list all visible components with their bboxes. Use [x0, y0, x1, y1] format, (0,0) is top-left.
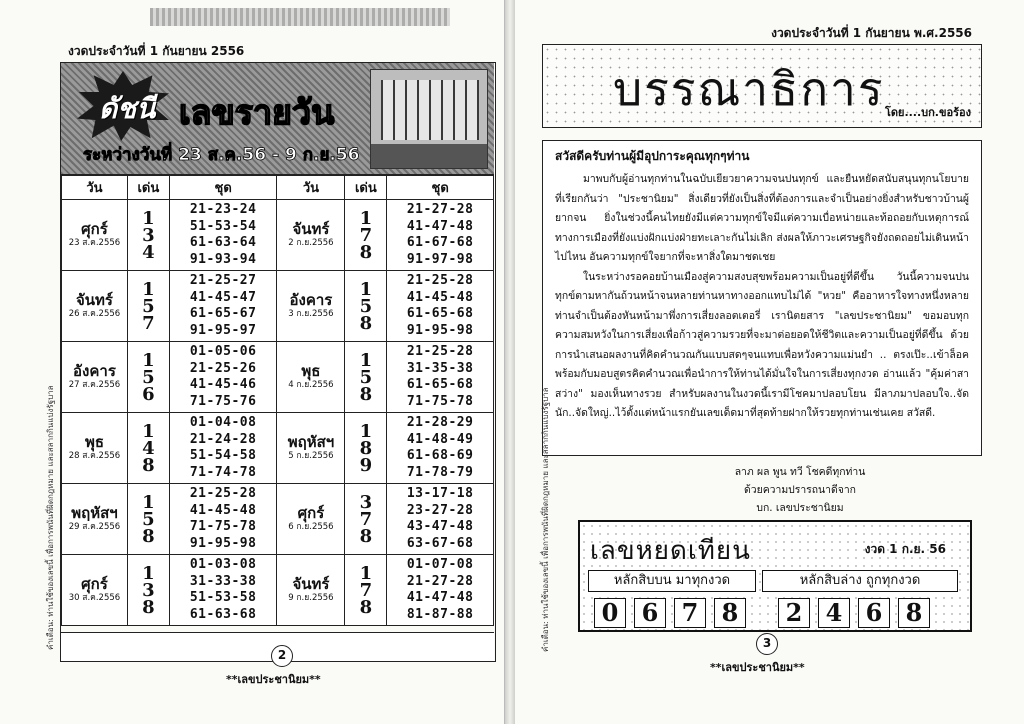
number-sets-text: 21-25-28 41-45-48 61-65-68 91-95-98	[406, 273, 474, 338]
day-date: 28 ส.ค.2556	[68, 451, 121, 461]
number-sets	[169, 555, 277, 626]
lead-digits	[345, 271, 387, 342]
number-sets	[169, 271, 277, 342]
page-number: 2	[271, 645, 293, 667]
digit-cell: 7	[674, 598, 706, 628]
day-name: จันทร์	[75, 291, 113, 309]
day-cell	[277, 342, 345, 413]
table-row	[62, 484, 494, 555]
lead-digits-text: 1 3 8	[142, 562, 155, 618]
day-date: 23 ส.ค.2556	[68, 238, 121, 248]
number-sets-text: 01-07-08 21-27-28 41-47-48 81-87-88	[406, 557, 474, 622]
top-header-strip	[150, 8, 450, 26]
col-header-day: วัน	[277, 176, 345, 200]
day-date: 27 ส.ค.2556	[68, 380, 121, 390]
digit-cell: 2	[778, 598, 810, 628]
lead-digits	[345, 413, 387, 484]
left-issue-date: งวดประจำวันที่ 1 กันยายน 2556	[68, 44, 245, 58]
lead-digits	[345, 200, 387, 271]
number-sets-text: 21-27-28 41-47-48 61-67-68 91-97-98	[406, 202, 474, 267]
page-footer: **เลขประชานิยม**	[710, 661, 805, 674]
lead-digits	[345, 342, 387, 413]
upper-tens-label: หลักสิบบน มาทุกงวด	[588, 570, 756, 592]
number-sets-text: 01-05-06 21-25-26 41-45-46 71-75-76	[189, 344, 257, 409]
table-row	[62, 413, 494, 484]
day-date: 9 ก.ย.2556	[288, 593, 334, 603]
day-cell	[277, 271, 345, 342]
number-sets	[387, 484, 494, 555]
number-sets	[169, 484, 277, 555]
lead-digits-text: 1 8 9	[359, 420, 373, 476]
day-cell	[62, 271, 128, 342]
lead-digits-text: 1 4 8	[142, 420, 155, 476]
banner-brand: ดัชนี	[99, 92, 156, 125]
day-cell	[62, 484, 128, 555]
number-sets-text: 21-25-27 41-45-47 61-65-67 91-95-97	[189, 273, 257, 338]
lead-digits-text: 1 5 6	[142, 349, 155, 405]
lead-digits-text: 1 3 4	[142, 207, 155, 263]
day-cell	[277, 413, 345, 484]
col-header-set: ชุด	[169, 176, 277, 200]
lead-digits	[127, 484, 169, 555]
letter-signature: บก. เลขประชานิยม	[756, 502, 844, 514]
editorial-letter	[542, 140, 982, 456]
day-date: 2 ก.ย.2556	[288, 238, 334, 248]
side-warning-note: คำเตือน: ท่านใช้ของเลขนี้ เพื่อการพนันที่ผิดกฎหมาย และสลากกินแบ่งรัฐบาล	[541, 387, 550, 652]
lead-digits-text: 3 7 8	[359, 491, 373, 547]
lead-digits	[345, 484, 387, 555]
day-name: พุธ	[301, 362, 321, 380]
day-name: พฤหัสฯ	[71, 504, 118, 522]
day-date: 26 ส.ค.2556	[68, 309, 121, 319]
lead-digits-text: 1 5 8	[142, 491, 155, 547]
day-date: 3 ก.ย.2556	[288, 309, 334, 319]
lead-digits-text: 1 7 8	[359, 562, 373, 618]
page-footer: **เลขประชานิยม**	[226, 673, 321, 686]
number-sets	[387, 200, 494, 271]
digit-cell: 8	[714, 598, 746, 628]
day-name: พุธ	[84, 433, 104, 451]
number-sets-text: 13-17-18 23-27-28 43-47-48 63-67-68	[406, 486, 474, 551]
lead-digits	[127, 271, 169, 342]
digit-cell: 8	[898, 598, 930, 628]
daily-numbers-table	[61, 175, 494, 626]
side-warning-note: คำเตือน: ท่านใช้ของเลขนี้ เพื่อการพนันที่ผิดกฎหมาย และสลากกินแบ่งรัฐบาล	[46, 385, 55, 650]
lead-digits-text: 1 5 7	[142, 278, 155, 334]
lead-digits	[127, 555, 169, 626]
day-cell	[277, 555, 345, 626]
day-name: จันทร์	[292, 220, 330, 238]
table-header-row	[62, 176, 494, 200]
page-number: 3	[756, 633, 778, 655]
lead-digits	[127, 413, 169, 484]
table-row	[62, 342, 494, 413]
day-cell	[277, 200, 345, 271]
right-issue-date: งวดประจำวันที่ 1 กันยายน พ.ศ.2556	[771, 26, 972, 40]
day-cell	[62, 555, 128, 626]
editorial-byline: โดย....บก.ขอร้อง	[884, 106, 971, 119]
number-sets-text: 21-25-28 41-45-48 71-75-78 91-95-98	[189, 486, 257, 551]
number-box-title: เลขหยดเทียน	[590, 536, 751, 566]
day-name: จันทร์	[292, 575, 330, 593]
lottery-board-picture	[370, 69, 488, 169]
number-sets	[387, 413, 494, 484]
letter-signoff: ลาภ ผล พูน ทวี โชคดีทุกท่าน	[734, 466, 866, 478]
banner-title: เลขรายวัน	[179, 93, 335, 133]
table-row	[62, 271, 494, 342]
col-header-lead: เด่น	[127, 176, 169, 200]
lead-digits-text: 1 5 8	[359, 278, 373, 334]
day-date: 4 ก.ย.2556	[288, 380, 334, 390]
number-sets	[387, 271, 494, 342]
editorial-title-box	[542, 44, 982, 128]
number-sets-text: 21-28-29 41-48-49 61-68-69 71-78-79	[406, 415, 474, 480]
day-name: ศุกร์	[297, 504, 325, 522]
day-date: 29 ส.ค.2556	[68, 522, 121, 532]
letter-greeting: สวัสดีครับท่านผู้มีอุปการะคุณทุกๆท่าน	[555, 149, 750, 163]
day-name: ศุกร์	[81, 575, 108, 593]
number-sets	[387, 342, 494, 413]
lead-digits	[345, 555, 387, 626]
left-page	[0, 0, 505, 724]
digit-cell: 6	[858, 598, 890, 628]
right-page	[515, 0, 1024, 724]
digit-cell: 4	[818, 598, 850, 628]
book-gutter	[505, 0, 515, 724]
letter-signoff: ด้วยความปรารถนาดีจาก	[744, 484, 856, 496]
day-cell	[62, 200, 128, 271]
digit-cell: 0	[594, 598, 626, 628]
day-name: อังคาร	[73, 362, 116, 380]
candle-drop-number-box	[578, 520, 972, 632]
number-sets	[169, 200, 277, 271]
day-cell	[62, 342, 128, 413]
upper-tens-digits	[594, 598, 746, 628]
lead-digits	[127, 342, 169, 413]
day-date: 30 ส.ค.2556	[68, 593, 121, 603]
col-header-day: วัน	[62, 176, 128, 200]
lower-tens-digits	[778, 598, 930, 628]
number-sets	[169, 413, 277, 484]
letter-paragraph: ในระหว่างรอคอยบ้านเมืองสู่ความสงบสุขพร้อมความเป็นอยู่ที่ดีขึ้น วันนี้ความจนปนทุกข์ตามหากันถ้วนหน้าจนหลายท่านหาทางออกแทบไม่ได้ "หวย" คืออาหารใจทางหนึ่งหลายท่านจำเป็นต้องหันหน้ามาพึ่งการเสี่ยงลอตเตอรี่ เรานิตยสาร "เลขประชานิยม" ขอมอบทุกความสมหวังในการเสี่ยงเพื่อก้าวสู่ความรวยที่จะมาต่อยอดให้ชีวิตและความเป็นอยู่ที่ดีขึ้น ด้วยการนำเสนอผลงานที่คิดคำนวณกันแบบสดๆจนแทบเพื่อหวังความแม่นยำ .. ตรงเป๊ะ..เข้าล็อค พร้อมกับมอบสูตรคิดคำนวณเพื่อนำการให้ท่านได้มั่นใจในการเสี่ยงทุกงวด อ่านแล้ว "คุ้มค่าสาสว่าง" มองเห็นทางรวย สำหรับผลงานในงวดนี้เรามีโชคมาปลอบโยน มีลาภมาปลอบใจ..จัดนัก..จัดใหญ่..ไว้ตั้งแต่หน้าแรกยันเลขเด็ดมาที่สุดท้ายฝากให้รวยทุกท่านเช่นเคย สวัสดี.	[555, 270, 969, 419]
day-name: พฤหัสฯ	[287, 433, 335, 451]
day-date: 6 ก.ย.2556	[288, 522, 334, 532]
number-sets-text: 01-04-08 21-24-28 51-54-58 71-74-78	[189, 415, 257, 480]
number-sets-text: 21-23-24 51-53-54 61-63-64 91-93-94	[189, 202, 257, 267]
day-cell	[62, 413, 128, 484]
lead-digits-text: 1 7 8	[359, 207, 373, 263]
editorial-title: บรรณาธิการ	[613, 62, 885, 116]
number-sets	[387, 555, 494, 626]
table-row	[62, 555, 494, 626]
col-header-set: ชุด	[387, 176, 494, 200]
digit-cell: 6	[634, 598, 666, 628]
daily-index-frame	[60, 62, 496, 662]
lead-digits-text: 1 5 8	[359, 349, 373, 405]
day-name: อังคาร	[289, 291, 333, 309]
col-header-lead: เด่น	[345, 176, 387, 200]
number-sets	[169, 342, 277, 413]
number-sets-text: 21-25-28 31-35-38 61-65-68 71-75-78	[406, 344, 474, 409]
number-sets-text: 01-03-08 31-33-38 51-53-58 61-63-68	[189, 557, 257, 622]
table-row	[62, 200, 494, 271]
lead-digits	[127, 200, 169, 271]
lower-tens-label: หลักสิบล่าง ถูกทุกงวด	[762, 570, 958, 592]
day-name: ศุกร์	[81, 220, 108, 238]
letter-paragraph: มาพบกับผู้อ่านทุกท่านในฉบับเยียวยาความจนปนทุกข์ และยืนหยัดสนับสนุนทุกนโยบายที่เรียกกันว่า "ประชานิยม" สิ่งเดียวที่ยังเป็นสิ่งที่ต้องการและจำเป็นอย่างยิ่งสำหรับชาวบ้านผู้ยากจน ยิ่งในช่วงนี้คนไทยยังมีแต่ความทุกข์ใจมีแต่ความเบื่อหน่ายและท้อถอยกับเหตุการณ์ทางการเมืองที่ยังแบ่งฝักแบ่งฝ่ายทะเลาะกันไม่เลิก ส่งผลให้ภาวะเศรษฐกิจยังถดถอยไม่เดินหน้าไปไหน อันความทุกข์ใจยากที่จะหาสิ่งใดมาชดเชย	[555, 173, 969, 263]
day-date: 5 ก.ย.2556	[288, 451, 334, 461]
banner-date-range: ระหว่างวันที่ 23 ส.ค.56 - 9 ก.ย.56	[83, 145, 360, 165]
day-cell	[277, 484, 345, 555]
number-box-draw-date: งวด 1 ก.ย. 56	[864, 542, 946, 556]
daily-index-banner	[61, 63, 494, 175]
